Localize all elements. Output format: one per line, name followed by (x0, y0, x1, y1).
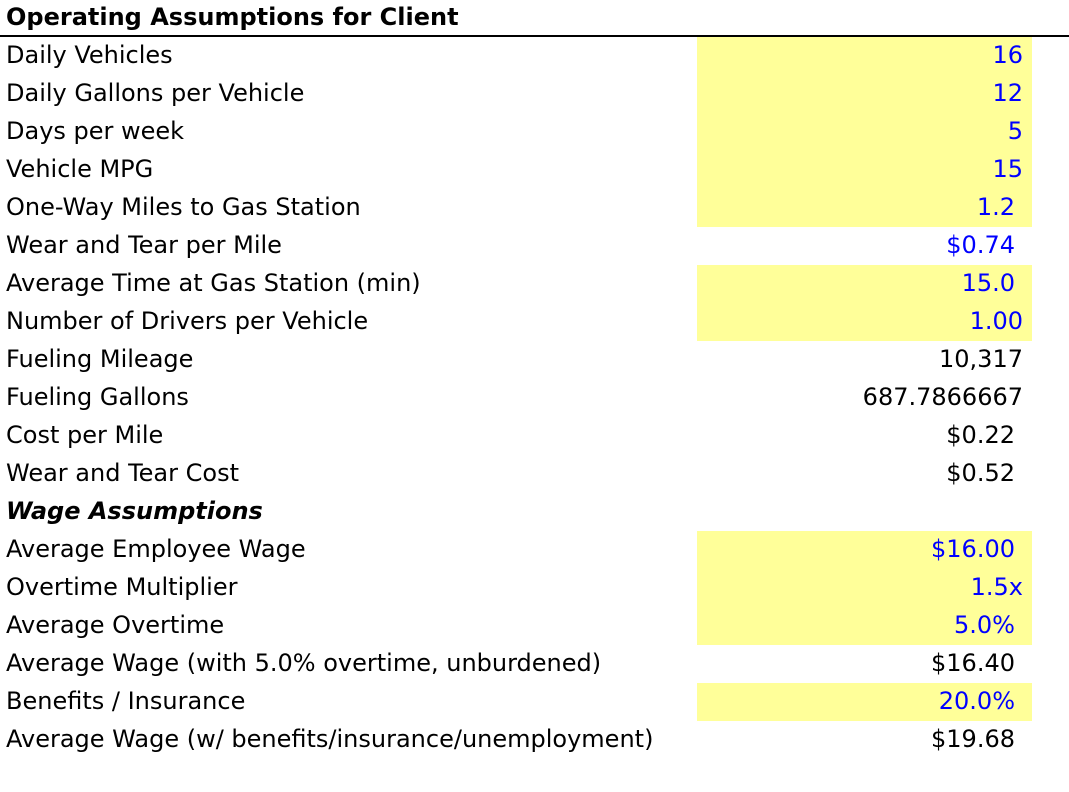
calculated-value: $0.52 (946, 459, 1015, 487)
calculated-value: $19.68 (931, 725, 1015, 753)
row-label: Wear and Tear per Mile (6, 231, 282, 259)
row-wear-and-tear-cost (0, 455, 1069, 493)
row-label: Average Overtime (6, 611, 225, 639)
row-label: One-Way Miles to Gas Station (6, 193, 361, 221)
row-average-time-at-station (0, 265, 1069, 303)
input-value: 16 (992, 41, 1023, 69)
input-cell[interactable] (697, 569, 1032, 607)
value-cell[interactable] (697, 417, 1032, 455)
row-label: Average Employee Wage (6, 535, 306, 563)
row-drivers-per-vehicle (0, 303, 1069, 341)
row-label: Daily Gallons per Vehicle (6, 79, 305, 107)
value-cell[interactable] (697, 721, 1032, 759)
row-label: Daily Vehicles (6, 41, 173, 69)
input-cell[interactable] (697, 75, 1032, 113)
input-cell[interactable] (697, 151, 1032, 189)
row-wear-and-tear-per-mile (0, 227, 1069, 265)
section-header-wage-assumptions (0, 493, 1069, 531)
section-heading: Wage Assumptions (6, 497, 263, 525)
row-days-per-week (0, 113, 1069, 151)
input-value: 1.2 (976, 193, 1015, 221)
row-label: Wear and Tear Cost (6, 459, 239, 487)
row-label: Average Time at Gas Station (min) (6, 269, 421, 297)
sheet-title: Operating Assumptions for Client (6, 3, 459, 31)
input-value: $16.00 (931, 535, 1015, 563)
row-daily-gallons-per-vehicle (0, 75, 1069, 113)
row-daily-vehicles (0, 37, 1069, 75)
row-label: Vehicle MPG (6, 155, 154, 183)
input-cell[interactable] (697, 607, 1032, 645)
value-cell[interactable] (697, 227, 1032, 265)
assumptions-table (0, 37, 1069, 759)
row-label: Overtime Multiplier (6, 573, 238, 601)
value-cell[interactable] (697, 379, 1032, 417)
input-value: 5.0% (954, 611, 1015, 639)
row-fueling-gallons (0, 379, 1069, 417)
row-label: Fueling Mileage (6, 345, 194, 373)
value-cell[interactable] (697, 341, 1032, 379)
value-cell[interactable] (697, 455, 1032, 493)
row-benefits-insurance (0, 683, 1069, 721)
row-label: Average Wage (w/ benefits/insurance/unemployment) (6, 725, 654, 753)
input-cell[interactable] (697, 683, 1032, 721)
value-cell[interactable] (697, 645, 1032, 683)
row-one-way-miles (0, 189, 1069, 227)
input-cell[interactable] (697, 113, 1032, 151)
input-value: 15 (992, 155, 1023, 183)
calculated-value: $16.40 (931, 649, 1015, 677)
row-label: Benefits / Insurance (6, 687, 246, 715)
input-value: 1.5x (970, 573, 1023, 601)
input-value: 15.0 (961, 269, 1015, 297)
row-average-employee-wage (0, 531, 1069, 569)
input-cell[interactable] (697, 189, 1032, 227)
calculated-value: 687.7866667 (862, 383, 1023, 411)
input-value: $0.74 (946, 231, 1015, 259)
input-cell[interactable] (697, 265, 1032, 303)
row-overtime-multiplier (0, 569, 1069, 607)
row-label: Cost per Mile (6, 421, 164, 449)
input-value: 12 (992, 79, 1023, 107)
input-value: 20.0% (938, 687, 1015, 715)
input-cell[interactable] (697, 303, 1032, 341)
row-vehicle-mpg (0, 151, 1069, 189)
row-average-overtime (0, 607, 1069, 645)
row-cost-per-mile (0, 417, 1069, 455)
row-label: Days per week (6, 117, 185, 145)
row-label: Fueling Gallons (6, 383, 189, 411)
input-value: 1.00 (969, 307, 1023, 335)
input-cell[interactable] (697, 531, 1032, 569)
row-average-wage-burdened (0, 721, 1069, 759)
row-fueling-mileage (0, 341, 1069, 379)
row-label: Number of Drivers per Vehicle (6, 307, 369, 335)
row-label: Average Wage (with 5.0% overtime, unburdened) (6, 649, 602, 677)
row-average-wage-unburdened (0, 645, 1069, 683)
calculated-value: 10,317 (939, 345, 1023, 373)
calculated-value: $0.22 (946, 421, 1015, 449)
input-value: 5 (1007, 117, 1023, 145)
input-cell[interactable] (697, 37, 1032, 75)
